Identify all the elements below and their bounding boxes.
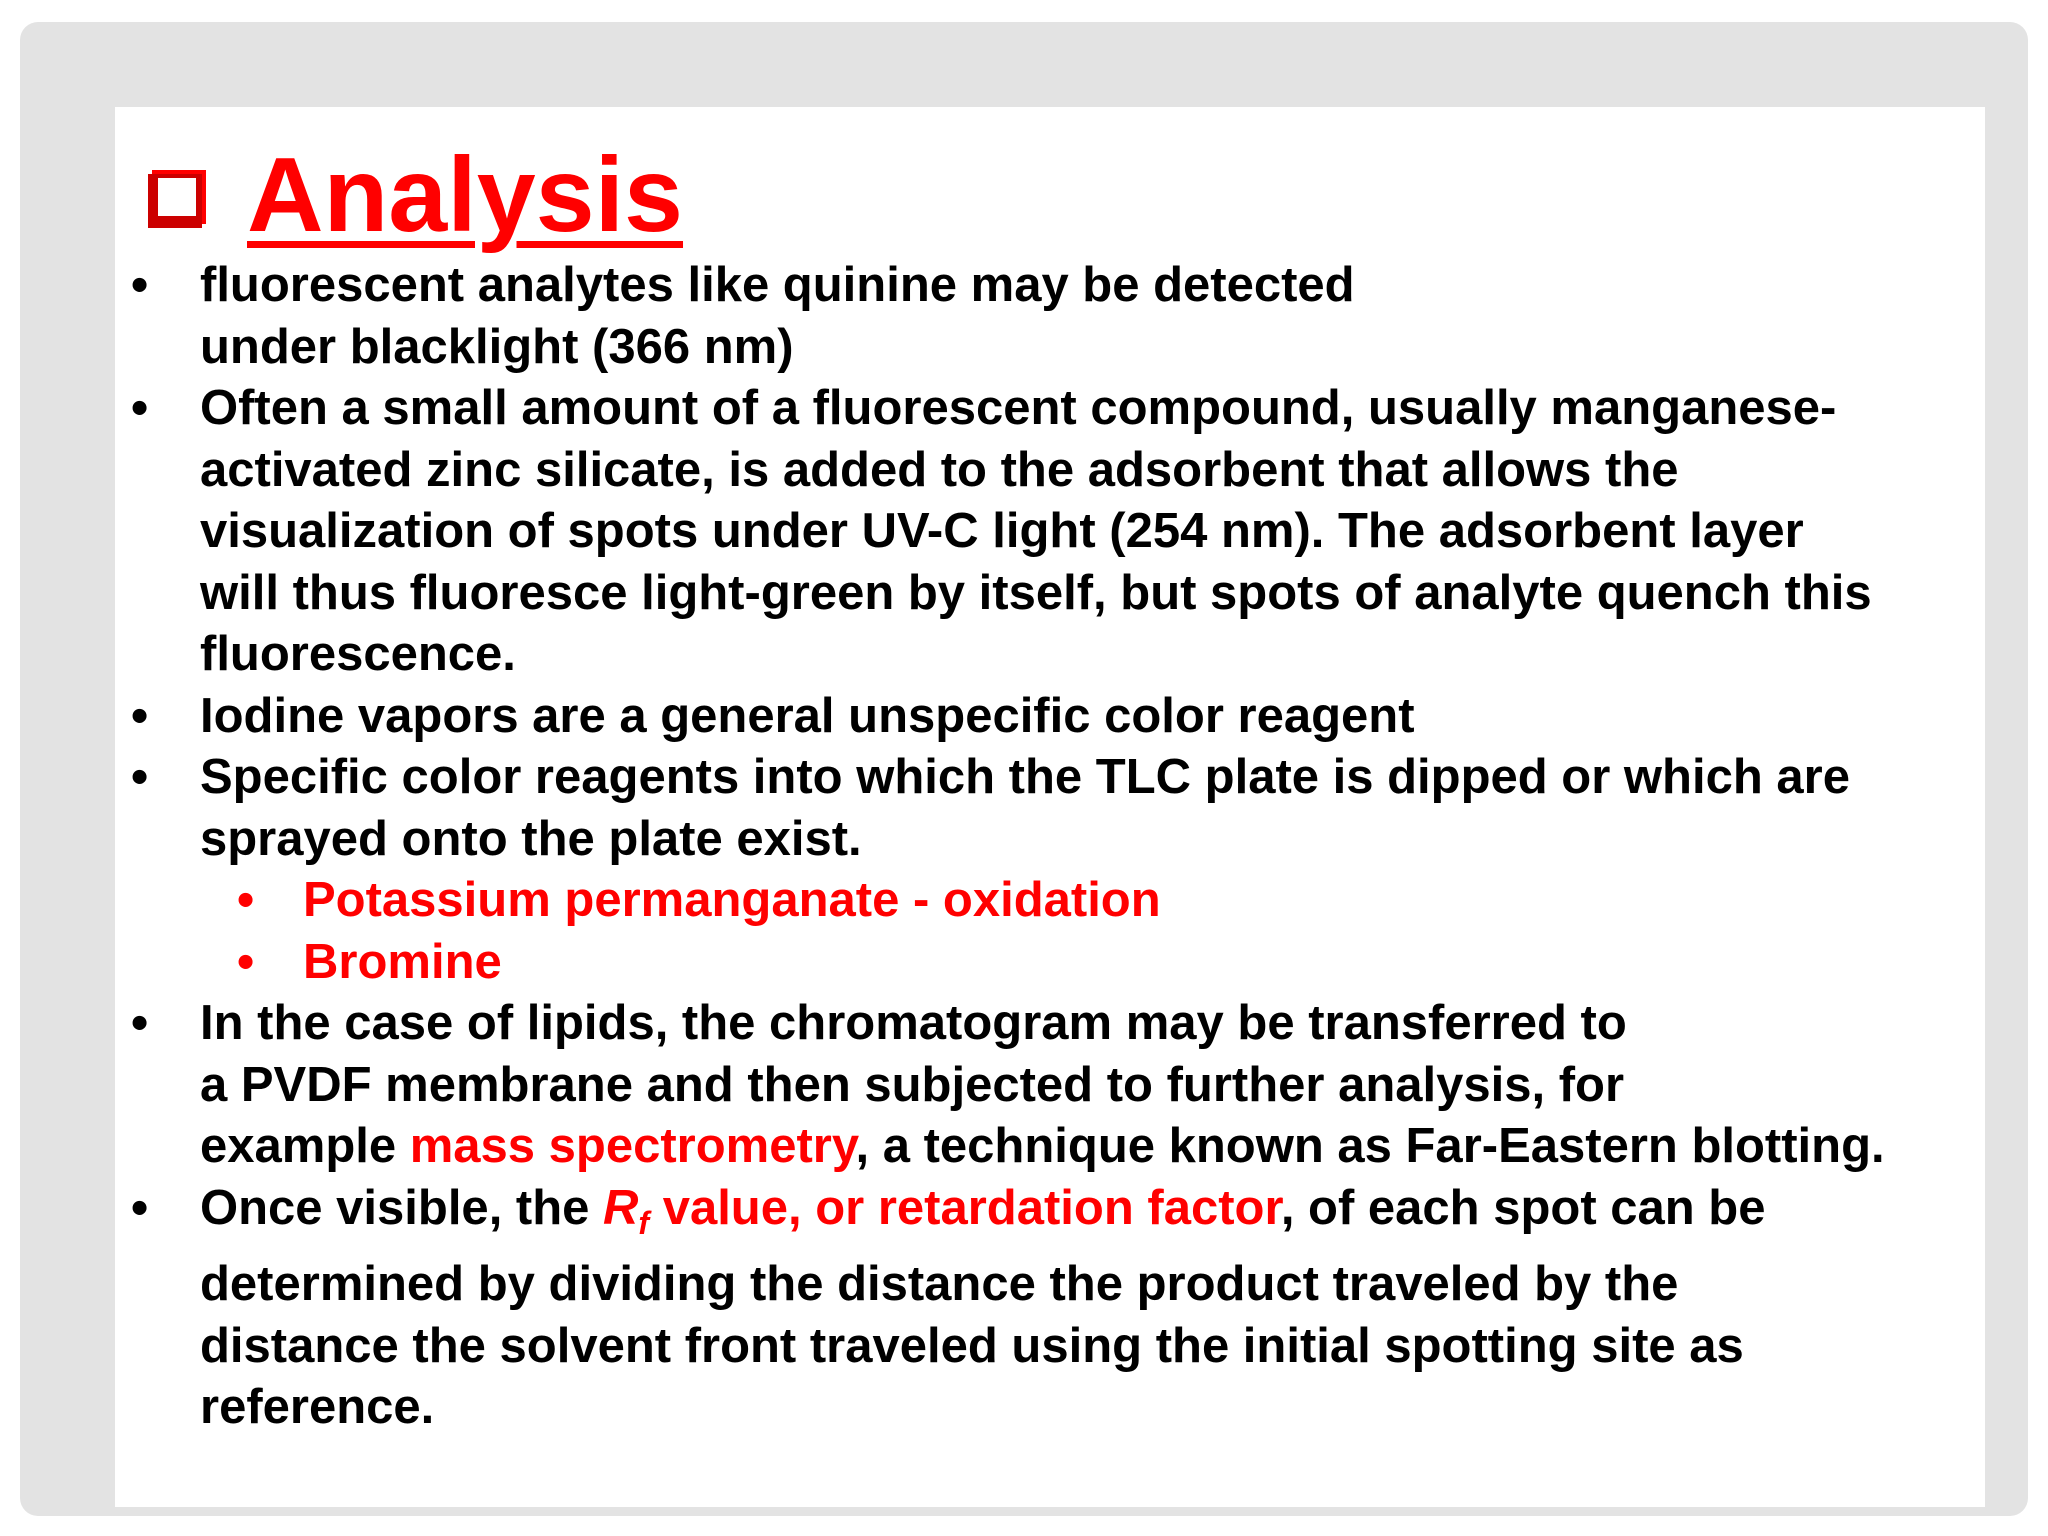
checkbox-square-icon [145, 165, 211, 231]
sub-bullet-text: Potassium permanganate - oxidation [303, 873, 1161, 927]
bullet-fluorescent-analytes [115, 255, 1985, 378]
bullet-dot: • [131, 1180, 149, 1235]
bullet-dot: • [131, 258, 149, 312]
text-segment: Once visible, the [200, 1180, 604, 1235]
text-segment: example [200, 1119, 410, 1173]
bullet-text-line: fluorescent analytes like quinine may be detected [200, 258, 1355, 312]
bullet-specific-color-reagents [115, 747, 1985, 870]
bullet-text-line: a PVDF membrane and then subjected to further analysis, for [200, 1057, 1625, 1112]
bullet-text-line: reference. [200, 1380, 435, 1434]
slide-frame [20, 22, 2028, 1516]
bullet-dot: • [131, 688, 149, 743]
bullet-dot: • [131, 381, 149, 435]
bullet-dot: • [237, 934, 255, 989]
bullet-text-line: distance the solvent front traveled using the initial spotting site as [200, 1318, 1744, 1373]
bullet-text-line: Iodine vapors are a general unspecific color reagent [200, 688, 1415, 743]
text-segment: , a technique known as Far-Eastern blotting. [855, 1119, 1885, 1173]
bullet-text-line: determined by dividing the distance the product traveled by the [200, 1257, 1679, 1311]
bullet-dot: • [237, 873, 255, 927]
bullet-fluorescent-compound [115, 378, 1985, 686]
highlight-mass-spectrometry: mass spectrometry [409, 1119, 856, 1173]
bullet-rf-value [115, 1178, 1985, 1439]
bullet-text-line: Specific color reagents into which the TLC plate is dipped or which are [200, 750, 1850, 804]
bullet-text-line: will thus fluoresce light-green by itself, but spots of analyte quench this [200, 565, 1872, 620]
bullet-dot: • [131, 750, 149, 804]
bullet-text-line: sprayed onto the plate exist. [200, 811, 862, 866]
page-title: Analysis [247, 136, 684, 254]
title-row [145, 135, 683, 255]
bullet-text-line: activated zinc silicate, is added to the adsorbent that allows the [200, 442, 1679, 497]
bullet-text-line [200, 1178, 1985, 1255]
bullet-iodine-vapors [115, 686, 1985, 748]
bullet-dot: • [131, 996, 149, 1050]
bullet-text-line: Often a small amount of a fluorescent compound, usually manganese- [200, 381, 1837, 435]
bullet-text-line: under blacklight (366 nm) [200, 319, 794, 374]
highlight-retardation-factor: value, or retardation factor [649, 1180, 1281, 1235]
bullet-text-line: visualization of spots under UV-C light (254 nm). The adsorbent layer [200, 504, 1804, 558]
bullet-text-line [200, 1116, 1985, 1178]
slide [115, 107, 1985, 1507]
sub-bullet-bromine [115, 932, 1985, 994]
rf-symbol: R [603, 1180, 639, 1235]
bullet-list [115, 255, 1985, 1439]
bullet-lipids [115, 993, 1985, 1178]
sub-bullet-potassium-permanganate [115, 870, 1985, 932]
rf-subscript: f [638, 1204, 650, 1241]
text-segment: , of each spot can be [1280, 1180, 1766, 1235]
bullet-text-line: fluorescence. [200, 627, 516, 681]
bullet-text-line: In the case of lipids, the chromatogram may be transferred to [200, 996, 1627, 1050]
sub-bullet-text: Bromine [303, 934, 502, 989]
